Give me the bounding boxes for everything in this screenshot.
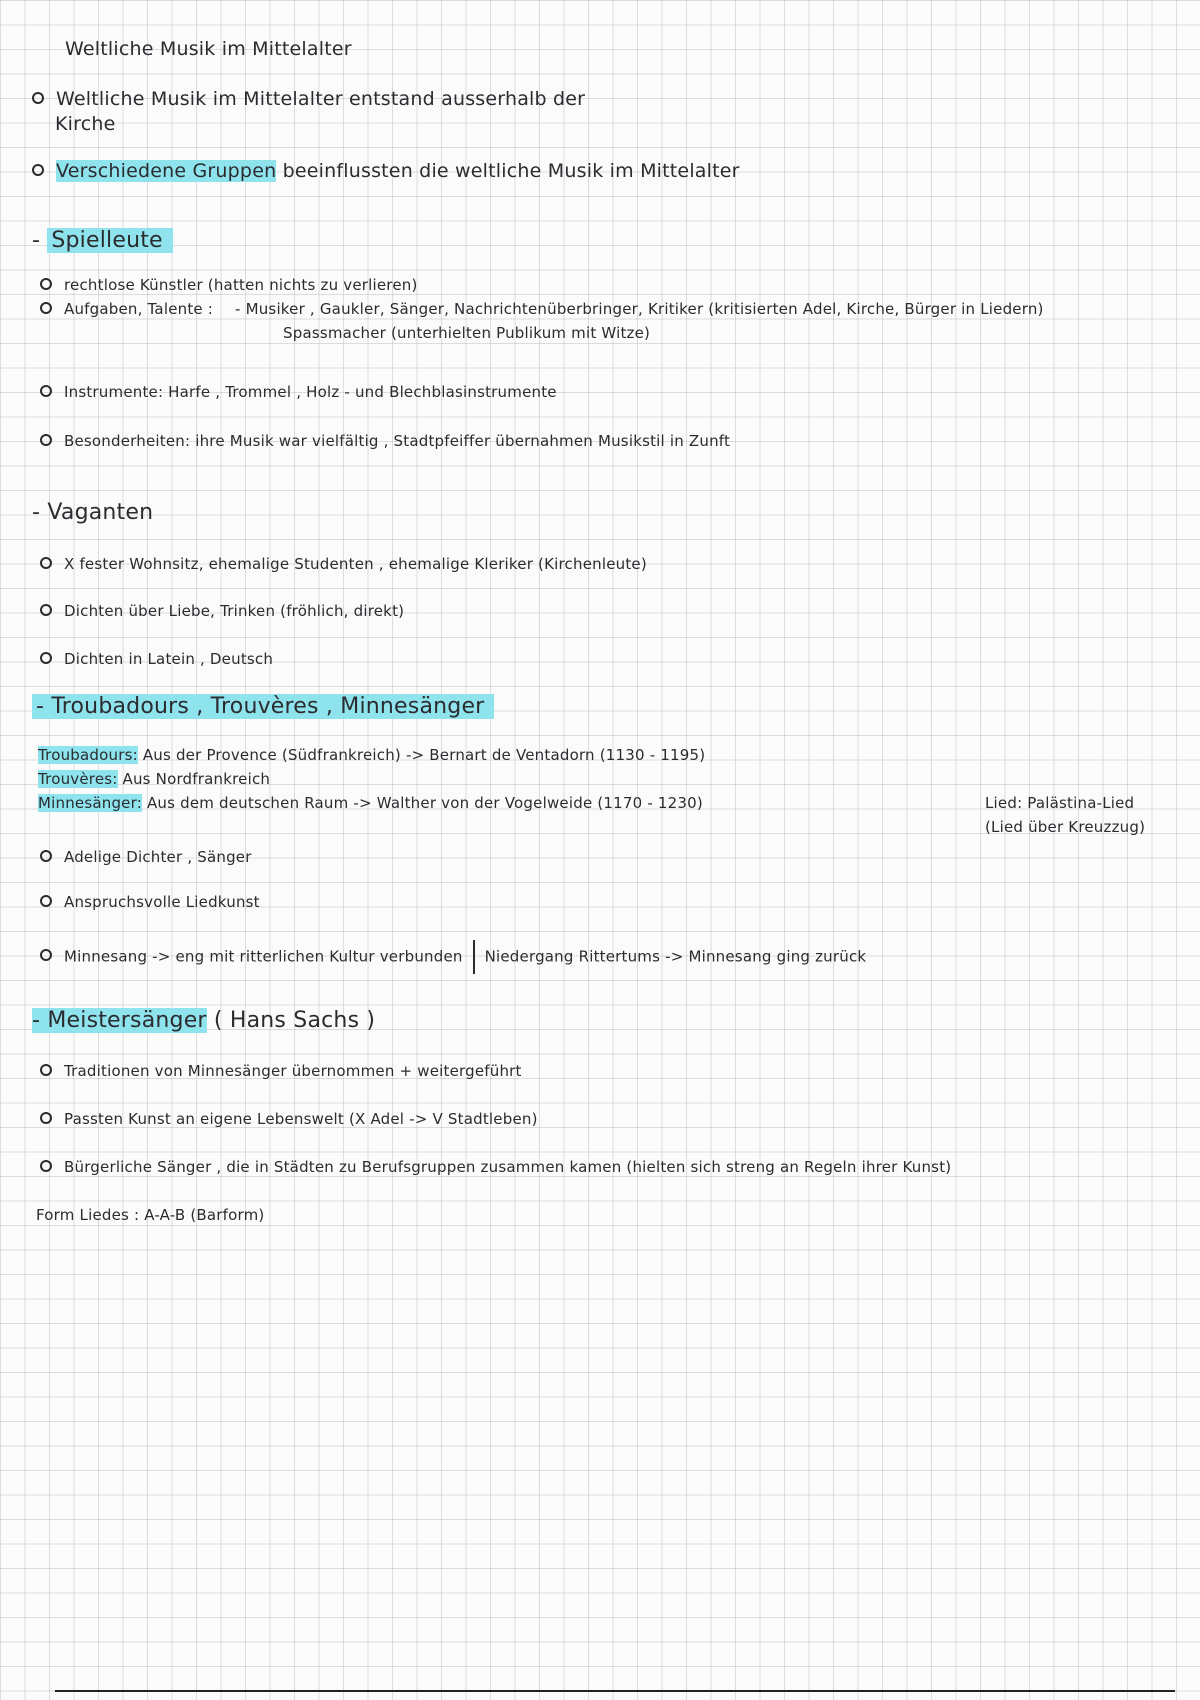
list-item: Instrumente: Harfe , Trommel , Holz - und Blechblasinstrumente xyxy=(40,383,557,401)
list-item: rechtlose Künstler (hatten nichts zu verlieren) xyxy=(40,276,418,294)
intro-line-3: Verschiedene Gruppen beeinflussten die weltliche Musik im Mittelalter xyxy=(32,160,740,182)
bullet-icon xyxy=(40,1160,52,1172)
bullet-icon xyxy=(40,604,52,616)
bullet-icon xyxy=(40,278,52,290)
bullet-icon xyxy=(40,895,52,907)
section-heading-spielleute: - Spielleute xyxy=(32,228,173,253)
list-item: Minnesang -> eng mit ritterlichen Kultur verbunden Niedergang Rittertums -> Minnesang ging zurück xyxy=(40,940,866,974)
list-item: Traditionen von Minnesänger übernommen + weitergeführt xyxy=(40,1062,522,1080)
bullet-icon xyxy=(40,850,52,862)
intro-line-2: Kirche xyxy=(55,113,116,135)
list-item: Anspruchsvolle Liedkunst xyxy=(40,893,260,911)
bullet-icon xyxy=(40,1064,52,1076)
list-item: Aufgaben, Talente : xyxy=(40,300,213,318)
section-heading-vaganten: - Vaganten xyxy=(32,500,154,525)
list-item: Dichten über Liebe, Trinken (fröhlich, direkt) xyxy=(40,602,404,620)
highlighted-text: Verschiedene Gruppen xyxy=(56,160,277,182)
list-item: Besonderheiten: ihre Musik war vielfältig , Stadtpfeiffer übernahmen Musikstil in Zunft xyxy=(40,432,730,450)
bottom-rule xyxy=(55,1690,1175,1692)
page-title: Weltliche Musik im Mittelalter xyxy=(65,38,352,60)
divider xyxy=(473,940,475,974)
trouveres-line: Trouvères: Aus Nordfrankreich xyxy=(38,770,271,788)
bullet-icon xyxy=(40,652,52,664)
intro-line-1: Weltliche Musik im Mittelalter entstand ausserhalb der xyxy=(32,88,585,110)
bullet-icon xyxy=(32,164,44,176)
list-item-continued: - Musiker , Gaukler, Sänger, Nachrichtenüberbringer, Kritiker (kritisierten Adel, Kirche, Bürger in Liedern) xyxy=(235,300,1044,318)
bullet-icon xyxy=(40,302,52,314)
bullet-icon xyxy=(40,434,52,446)
section-heading-troubadours: - Troubadours , Trouvères , Minnesänger xyxy=(32,694,494,719)
list-item: Adelige Dichter , Sänger xyxy=(40,848,252,866)
bullet-icon xyxy=(32,92,44,104)
list-item: Dichten in Latein , Deutsch xyxy=(40,650,273,668)
bullet-icon xyxy=(40,949,52,961)
list-item-continued: Spassmacher (unterhielten Publikum mit Witze) xyxy=(283,324,651,342)
list-item: Passten Kunst an eigene Lebenswelt (X Adel -> V Stadtleben) xyxy=(40,1110,538,1128)
section-heading-meistersaenger: - Meistersänger ( Hans Sachs ) xyxy=(32,1008,376,1033)
form-line: Form Liedes : A-A-B (Barform) xyxy=(36,1206,265,1224)
minnesaenger-line: Minnesänger: Aus dem deutschen Raum -> Walther von der Vogelweide (1170 - 1230) xyxy=(38,794,703,812)
troubadours-line: Troubadours: Aus der Provence (Südfrankreich) -> Bernart de Ventadorn (1130 - 1195) xyxy=(38,746,706,764)
list-item: X fester Wohnsitz, ehemalige Studenten , ehemalige Kleriker (Kirchenleute) xyxy=(40,555,647,573)
lied-note: Lied: Palästina-Lied xyxy=(985,794,1135,812)
bullet-icon xyxy=(40,385,52,397)
bullet-icon xyxy=(40,557,52,569)
lied-note-2: (Lied über Kreuzzug) xyxy=(985,818,1146,836)
list-item: Bürgerliche Sänger , die in Städten zu Berufsgruppen zusammen kamen (hielten sich streng an Regeln ihrer Kunst) xyxy=(40,1158,951,1176)
bullet-icon xyxy=(40,1112,52,1124)
